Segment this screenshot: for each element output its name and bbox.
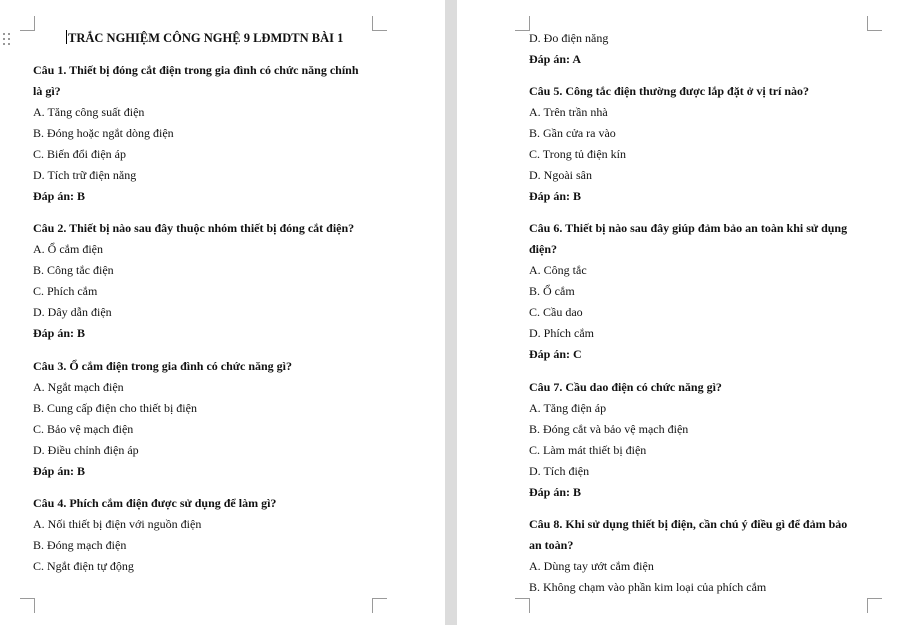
answer-option: B. Gần cửa ra vào — [529, 126, 616, 140]
crop-mark — [372, 16, 387, 31]
document-title[interactable]: TRẮC NGHIỆM CÔNG NGHỆ 9 LĐMDTN BÀI 1 — [68, 31, 344, 45]
question-text: Câu 6. Thiết bị nào sau đây giúp đảm bảo an toàn khi sử dụng — [529, 221, 848, 235]
page-gutter — [445, 0, 457, 625]
answer-key: Đáp án: B — [529, 485, 582, 499]
answer-option: A. Trên trần nhà — [529, 105, 608, 119]
answer-option: A. Công tắc — [529, 263, 587, 277]
document-page-left — [0, 0, 445, 625]
document-page-right — [457, 0, 906, 625]
crop-mark — [515, 598, 530, 613]
drag-handle-icon[interactable] — [2, 31, 12, 47]
crop-mark — [515, 16, 530, 31]
question-text: điện? — [529, 242, 558, 256]
answer-option: C. Làm mát thiết bị điện — [529, 443, 647, 457]
crop-mark — [20, 16, 35, 31]
answer-option: B. Ổ cắm — [529, 284, 575, 298]
question-text: Câu 8. Khi sử dụng thiết bị điện, cần chú ý điều gì để đảm bảo — [529, 517, 848, 531]
answer-option: A. Ngắt mạch điện — [33, 380, 124, 394]
answer-option: A. Dùng tay ướt cắm điện — [529, 559, 654, 573]
answer-option: B. Đóng hoặc ngắt dòng điện — [33, 126, 174, 140]
answer-option: D. Đo điện năng — [529, 31, 609, 45]
answer-option: C. Phích cắm — [33, 284, 98, 298]
answer-option: A. Nối thiết bị điện với nguồn điện — [33, 517, 202, 531]
question-text: Câu 1. Thiết bị đóng cắt điện trong gia đình có chức năng chính — [33, 63, 359, 77]
answer-key: Đáp án: B — [33, 464, 86, 478]
answer-option: D. Phích cắm — [529, 326, 594, 340]
answer-option: B. Công tắc điện — [33, 263, 114, 277]
question-text: Câu 3. Ổ cắm điện trong gia đình có chức năng gì? — [33, 359, 293, 373]
answer-option: C. Bảo vệ mạch điện — [33, 422, 134, 436]
answer-option: A. Ổ cắm điện — [33, 242, 103, 256]
answer-option: D. Ngoài sân — [529, 168, 592, 182]
answer-option: C. Ngắt điện tự động — [33, 559, 134, 573]
question-text: an toàn? — [529, 538, 574, 552]
crop-mark — [20, 598, 35, 613]
question-text: là gì? — [33, 84, 61, 98]
answer-option: D. Điều chỉnh điện áp — [33, 443, 139, 457]
question-text: Câu 5. Công tắc điện thường được lắp đặt ở vị trí nào? — [529, 84, 810, 98]
answer-key: Đáp án: B — [529, 189, 582, 203]
answer-key: Đáp án: C — [529, 347, 582, 361]
answer-key: Đáp án: B — [33, 189, 86, 203]
answer-key: Đáp án: B — [33, 326, 86, 340]
question-text: Câu 4. Phích cắm điện được sử dụng để làm gì? — [33, 496, 277, 510]
answer-option: D. Tích trữ điện năng — [33, 168, 137, 182]
answer-option: C. Cầu dao — [529, 305, 583, 319]
text-cursor — [66, 30, 67, 44]
answer-option: D. Dây dẫn điện — [33, 305, 112, 319]
answer-option: C. Biến đổi điện áp — [33, 147, 126, 161]
crop-mark — [372, 598, 387, 613]
answer-option: B. Đóng mạch điện — [33, 538, 127, 552]
answer-option: A. Tăng công suất điện — [33, 105, 145, 119]
answer-key: Đáp án: A — [529, 52, 582, 66]
answer-option: D. Tích điện — [529, 464, 590, 478]
question-text: Câu 7. Cầu dao điện có chức năng gì? — [529, 380, 722, 394]
answer-option: B. Cung cấp điện cho thiết bị điện — [33, 401, 197, 415]
crop-mark — [867, 16, 882, 31]
crop-mark — [867, 598, 882, 613]
question-text: Câu 2. Thiết bị nào sau đây thuộc nhóm thiết bị đóng cắt điện? — [33, 221, 355, 235]
answer-option: C. Trong tủ điện kín — [529, 147, 627, 161]
answer-option: A. Tăng điện áp — [529, 401, 607, 415]
answer-option: B. Không chạm vào phần kim loại của phích cắm — [529, 580, 767, 594]
answer-option: B. Đóng cắt và bảo vệ mạch điện — [529, 422, 689, 436]
